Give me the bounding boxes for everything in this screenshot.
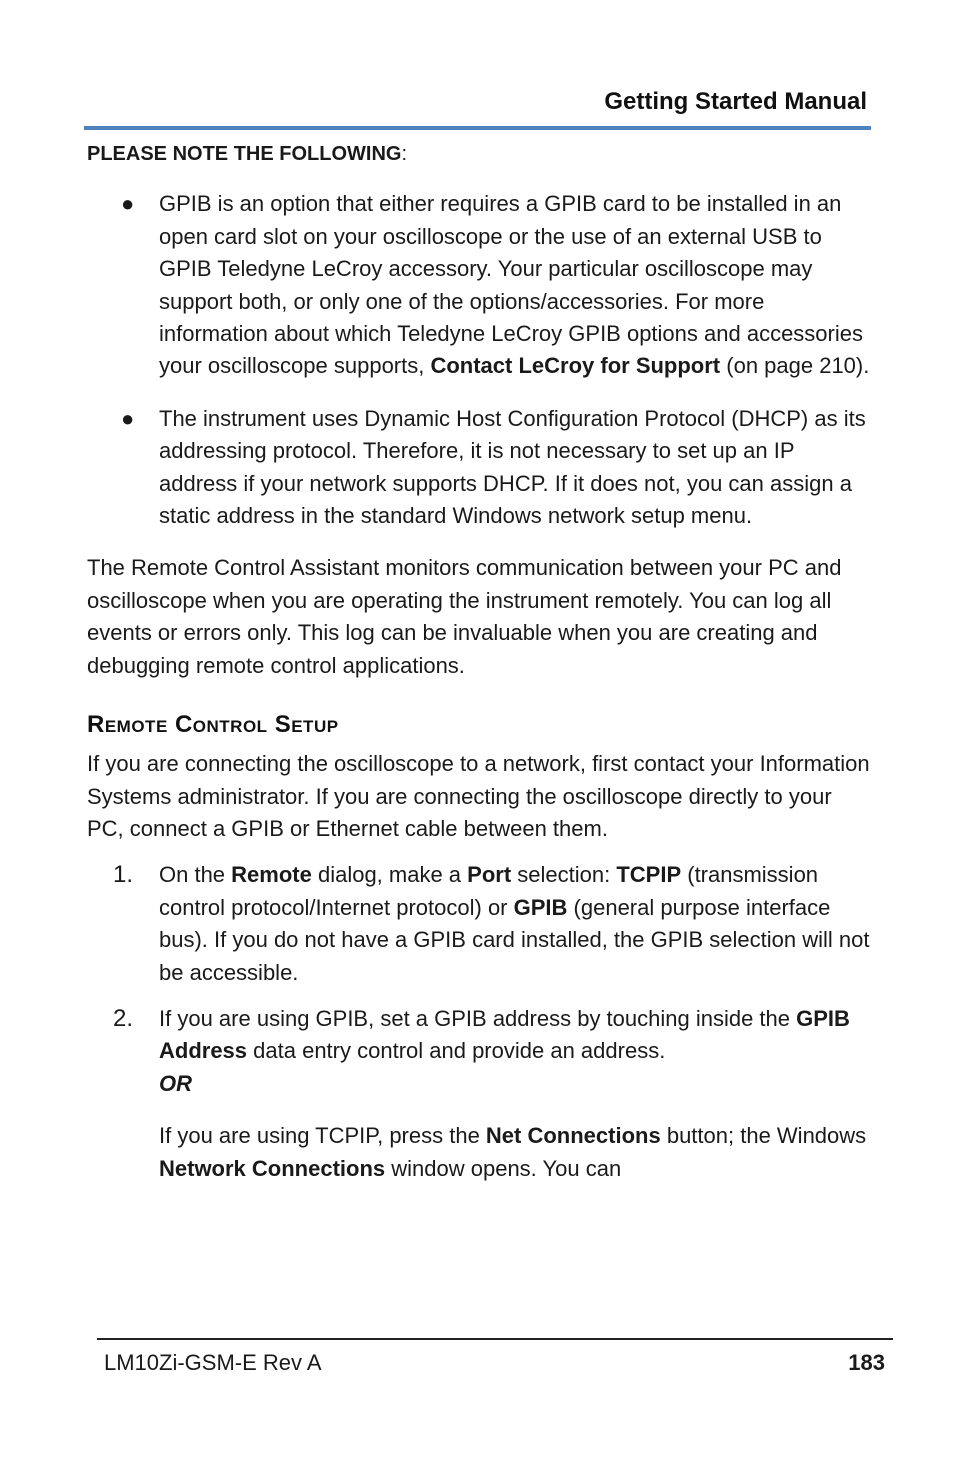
page-content (87, 138, 871, 1199)
step-text: (general purpose interface bus). If you do not have a GPIB card installed, the GPIB selection will not be accessible. (159, 894, 870, 985)
step-text: (transmission control protocol/Internet protocol) or (159, 862, 819, 920)
note-heading-text: PLEASE NOTE THE FOLLOWING (87, 143, 402, 165)
setup-steps-list (87, 859, 871, 1185)
step-text: window opens. You can (385, 1155, 622, 1181)
ui-term-port: Port (467, 862, 512, 888)
running-header-title: Getting Started Manual (604, 88, 867, 115)
note-bullet-gpib-text: GPIB is an option that either requires a GPIB card to be installed in an open card slot on your oscilloscope or the use of an external USB to GPIB Teledyne LeCroy accessory. Your particular oscilloscope may support both, or only one of the options/accessories. For more information about which Teledyne LeCroy GPIB options and accessories your oscilloscope supports, (159, 191, 863, 379)
note-bullet-dhcp (87, 403, 871, 533)
step-text: button; the Windows (660, 1123, 867, 1149)
note-heading-colon: : (401, 143, 408, 165)
step-number: 2. (113, 1004, 134, 1032)
ui-term-remote: Remote (231, 862, 312, 888)
ui-term-gpib: GPIB (513, 894, 568, 920)
intro-paragraph: The Remote Control Assistant monitors communication between your PC and oscilloscope when you are operating the instrument remotely. You can log all events or errors only. This log can be invaluable when you are creating and debugging remote control applications. (87, 555, 842, 678)
header-rule (84, 126, 871, 130)
step-text: data entry control and provide an address. (247, 1038, 666, 1064)
step-text: dialog, make a (311, 862, 468, 888)
section-paragraph: If you are connecting the oscilloscope to a network, first contact your Information Systems administrator. If you are connecting the oscilloscope directly to your PC, connect a GPIB or Ethernet cable between them. (87, 751, 870, 841)
step-number: 1. (113, 861, 134, 889)
page-reference: (on page 210). (720, 353, 870, 379)
ui-term-network-connections: Network Connections (159, 1155, 386, 1181)
step-text: selection: (511, 862, 617, 888)
step-text: If you are using GPIB, set a GPIB address by touching inside the (159, 1005, 797, 1031)
ui-term-net-connections: Net Connections (485, 1123, 661, 1149)
section-heading: Remote Control Setup (87, 711, 339, 739)
bullet-dot-icon: ● (121, 191, 135, 217)
footer-document-id: LM10Zi-GSM-E Rev A (104, 1350, 322, 1375)
note-bullet-dhcp-text: The instrument uses Dynamic Host Configuration Protocol (DHCP) as its addressing protocol. Therefore, it is not necessary to set up an IP address if your network supports DHCP. If it does not, you can assign a static address in the standard Windows network setup menu. (159, 405, 866, 529)
footer-rule (97, 1338, 893, 1340)
step-2-tcpip-paragraph (159, 1120, 871, 1185)
step-text: On the (159, 862, 232, 888)
footer-page-number: 183 (848, 1350, 885, 1375)
note-heading (87, 138, 871, 170)
contact-support-link[interactable]: Contact LeCroy for Support (430, 353, 721, 379)
note-bullet-list (87, 188, 871, 532)
step-1 (87, 859, 871, 989)
or-separator: OR (159, 1070, 192, 1096)
step-2 (87, 1003, 871, 1185)
bullet-dot-icon: ● (121, 405, 135, 431)
ui-term-gpib-address: GPIB Address (159, 1005, 850, 1064)
step-text: If you are using TCPIP, press the (159, 1123, 486, 1149)
note-bullet-gpib (87, 188, 871, 382)
ui-term-tcpip: TCPIP (616, 862, 682, 888)
